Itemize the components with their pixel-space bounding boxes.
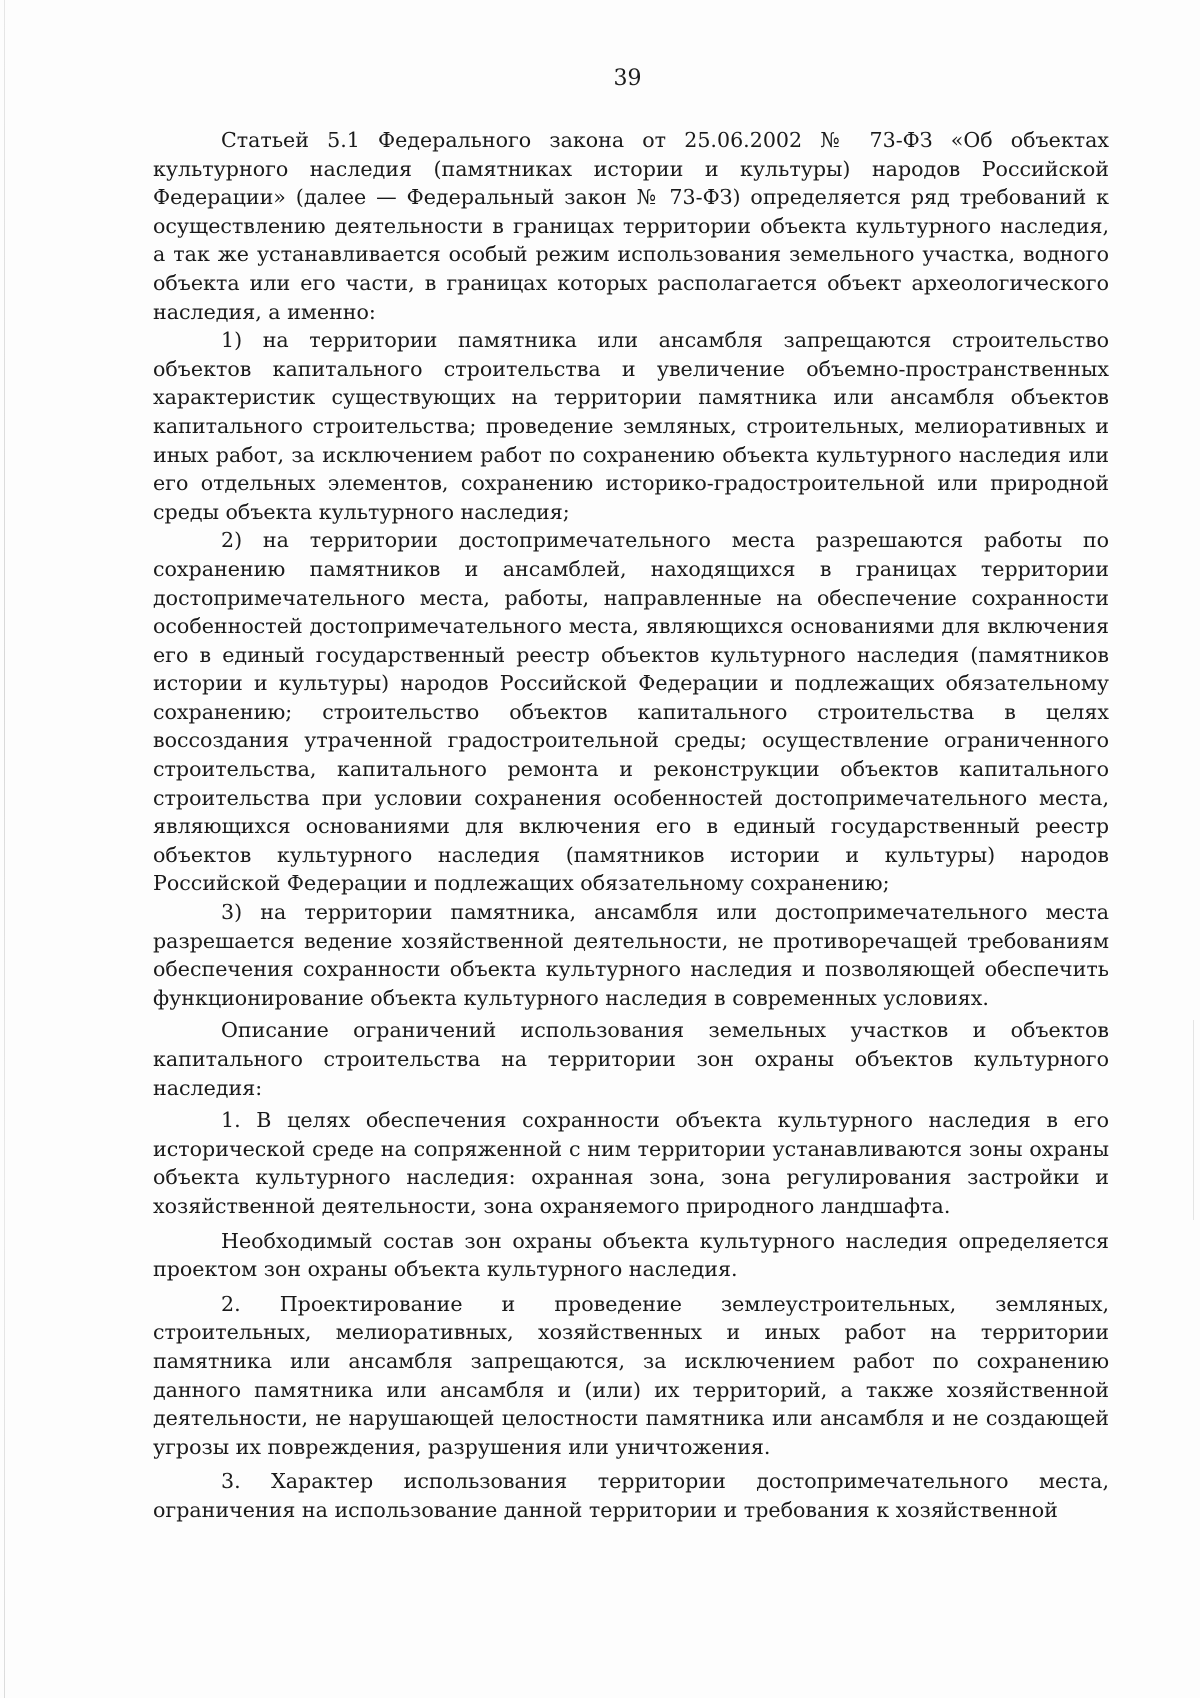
paragraph-restriction-2: 2. Проектирование и проведение землеустроительных, земляных, строительных, мелиоративных, хозяйственных и иных работ на территории памятника или ансамбля запрещаются, за исключением работ по сохранению данного памятника или ансамбля и (или) их территорий, а также хозяйственной деятельности, не нарушающей целостности памятника или ансамбля и не создающей угрозы их повреждения, разрушения или уничтожения. — [153, 1291, 1109, 1459]
scan-edge-right — [1193, 1020, 1194, 1220]
paragraph-restrictions-heading: Описание ограничений использования земельных участков и объектов капитального строительства на территории зон охраны объектов культурного наследия: — [153, 1018, 1109, 1100]
paragraph-restriction-3: 3. Характер использования территории достопримечательного места, ограничения на использование данной территории и требования к хозяйственной — [153, 1469, 1109, 1522]
page-number: 39 — [613, 66, 642, 91]
paragraph-restriction-1: 1. В целях обеспечения сохранности объекта культурного наследия в его исторической среде на сопряженной с ним территории устанавливаются зоны охраны объекта культурного наследия: охранная зона, зона регулирования застройки и хозяйственной деятельности, зона охраняемого природного ландшафта. — [153, 1108, 1109, 1218]
paragraph-item-1: 1) на территории памятника или ансамбля запрещаются строительство объектов капитального строительства и увеличение объемно-пространственных характеристик существующих на территории памятника или ансамбля объектов капитального строительства; проведение земляных, строительных, мелиоративных и иных работ, за исключением работ по сохранению объекта культурного наследия или его отдельных элементов, сохранению историко-градостроительной или природной среды объекта культурного наследия; — [153, 328, 1109, 524]
paragraph-zones-composition: Необходимый состав зон охраны объекта культурного наследия определяется проектом зон охраны объекта культурного наследия. — [153, 1228, 1109, 1282]
paragraph-item-3: 3) на территории памятника, ансамбля или достопримечательного места разрешается ведение хозяйственной деятельности, не противоречащей требованиям обеспечения сохранности объекта культурного наследия и позволяющей обеспечить функционирование объекта культурного наследия в современных условиях. — [153, 900, 1109, 1010]
paragraph-item-2: 2) на территории достопримечательного места разрешаются работы по сохранению памятников и ансамблей, находящихся в границах территории достопримечательного места, работы, направленные на обеспечение сохранности особенностей достопримечательного места, являющихся основаниями для включения его в единый государственный реестр объектов культурного наследия (памятников истории и культуры) народов Российской Федерации и подлежащих обязательному сохранению; строительство объектов капитального строительства в целях воссоздания утраченной градостроительной среды; осуществление ограниченного строительства, капитального ремонта и реконструкции объектов капитального строительства при условии сохранения особенностей достопримечательного места, являющихся основаниями для включения его в единый государственный реестр объектов культурного наследия (памятников истории и культуры) народов Российской Федерации и подлежащих обязательному сохранению; — [153, 528, 1109, 896]
scan-edge-left — [4, 0, 5, 1698]
document-body — [153, 126, 1109, 1525]
paragraph-intro: Статьей 5.1 Федерального закона от 25.06.2002 № 73-ФЗ «Об объектах культурного наследия (памятниках истории и культуры) народов Российской Федерации» (далее — Федеральный закон № 73-ФЗ) определяется ряд требований к осуществлению деятельности в границах территории объекта культурного наследия, а так же устанавливается особый режим использования земельного участка, водного объекта или его части, в границах которых располагается объект археологического наследия, а именно: — [153, 128, 1109, 324]
